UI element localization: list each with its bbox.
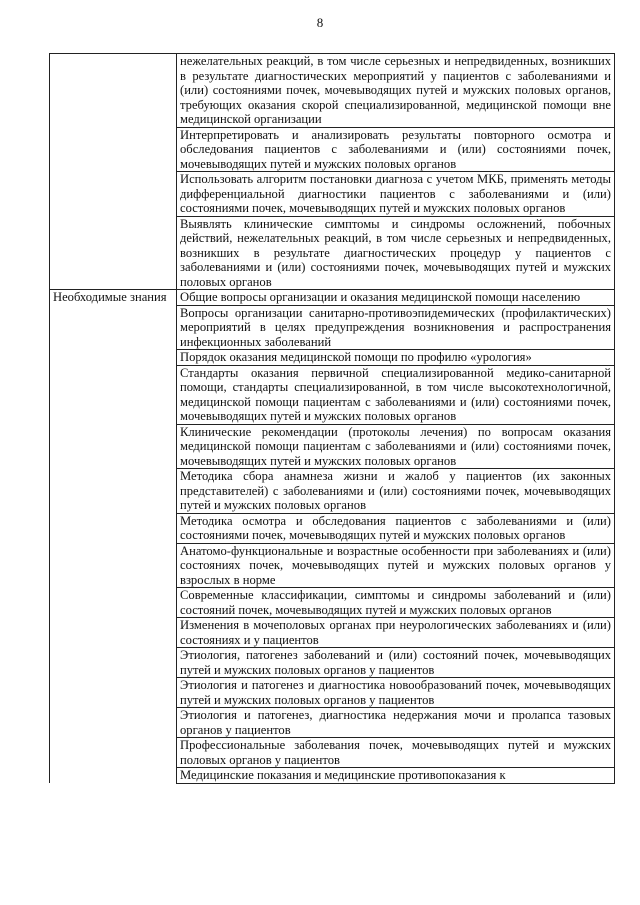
- content-cell: Изменения в мочеполовых органах при неурологических заболеваниях и (или) состояниях и у пациентов: [177, 618, 615, 648]
- table-row: [50, 365, 615, 424]
- table-row: [50, 127, 615, 172]
- content-cell: Использовать алгоритм постановки диагноза с учетом МКБ, применять методы дифференциальной диагностики пациентов с заболеваниями и (или) состояниями почек, мочевыводящих путей и мужских половых органов: [177, 172, 615, 217]
- table-row: [50, 350, 615, 366]
- label-cell-empty: [50, 678, 177, 708]
- table-row: [50, 708, 615, 738]
- content-cell: Современные классификации, симптомы и синдромы заболеваний и (или) состояний почек, мочевыводящих путей и мужских половых органов: [177, 588, 615, 618]
- label-cell-empty: [50, 588, 177, 618]
- label-cell-empty: [50, 738, 177, 768]
- table-row: [50, 678, 615, 708]
- table-row: [50, 618, 615, 648]
- requirements-table: [49, 53, 615, 784]
- label-cell-empty: [50, 305, 177, 350]
- table-row: [50, 648, 615, 678]
- content-cell: Методика осмотра и обследования пациентов с заболеваниями и (или) состояниями почек, мочевыводящих путей и мужских половых органов: [177, 513, 615, 543]
- table-row: [50, 513, 615, 543]
- content-cell: Медицинские показания и медицинские противопоказания к: [177, 768, 615, 784]
- content-cell: Интерпретировать и анализировать результаты повторного осмотра и обследования пациентов с заболеваниями и (или) состояниями почек, мочевыводящих путей и мужских половых органов: [177, 127, 615, 172]
- table-row: [50, 588, 615, 618]
- content-cell: нежелательных реакций, в том числе серьезных и непредвиденных, возникших в результате диагностических мероприятий у пациентов с заболеваниями и (или) состояниями почек, мочевыводящих путей и мужских половых органов, требующих оказания скорой специализированной, медицинской помощи вне медицинской организации: [177, 54, 615, 128]
- content-cell: Порядок оказания медицинской помощи по профилю «урология»: [177, 350, 615, 366]
- content-cell: Этиология и патогенез, диагностика недержания мочи и пролапса тазовых органов у пациентов: [177, 708, 615, 738]
- content-cell: Анатомо-функциональные и возрастные особенности при заболеваниях и (или) состояниях почек, мочевыводящих путей и мужских половых органов у взрослых в норме: [177, 543, 615, 588]
- table-row: [50, 216, 615, 290]
- label-required-knowledge: Необходимые знания: [50, 290, 177, 306]
- content-cell: Этиология и патогенез и диагностика новообразований почек, мочевыводящих путей и мужских половых органов у пациентов: [177, 678, 615, 708]
- table-row: [50, 469, 615, 514]
- label-cell-empty: [50, 172, 177, 217]
- content-cell: Выявлять клинические симптомы и синдромы осложнений, побочных действий, нежелательных реакций, в том числе серьезных и непредвиденных, возникших в результате диагностических процедур у пациентов с заболеваниями и (или) состояниями почек, мочевыводящих путей и мужских половых органов: [177, 216, 615, 290]
- table-row: [50, 738, 615, 768]
- content-cell: Клинические рекомендации (протоколы лечения) по вопросам оказания медицинской помощи пациентам с заболеваниями и (или) состояниями почек, мочевыводящих путей и мужских половых органов: [177, 424, 615, 469]
- label-cell-empty: [50, 543, 177, 588]
- label-cell-empty: [50, 365, 177, 424]
- table-row: [50, 172, 615, 217]
- table-row: [50, 290, 615, 306]
- table-row: [50, 305, 615, 350]
- table-row: [50, 54, 615, 128]
- table-row: [50, 424, 615, 469]
- label-cell-empty: [50, 469, 177, 514]
- page-number: 8: [316, 15, 324, 30]
- content-cell: Вопросы организации санитарно-противоэпидемических (профилактических) мероприятий в целях предупреждения возникновения и распространения инфекционных заболеваний: [177, 305, 615, 350]
- content-cell: Методика сбора анамнеза жизни и жалоб у пациентов (их законных представителей) с заболеваниями и (или) состояниями почек, мочевыводящих путей и мужских половых органов: [177, 469, 615, 514]
- label-cell-empty: [50, 513, 177, 543]
- content-cell: Профессиональные заболевания почек, мочевыводящих путей и мужских половых органов у пациентов: [177, 738, 615, 768]
- label-cell-empty: [50, 127, 177, 172]
- content-cell: Этиология, патогенез заболеваний и (или) состояний почек, мочевыводящих путей и мужских половых органов у пациентов: [177, 648, 615, 678]
- label-cell-empty: [50, 424, 177, 469]
- label-cell-empty: [50, 768, 177, 784]
- label-cell-empty: [50, 350, 177, 366]
- label-cell-empty: [50, 216, 177, 290]
- label-cell-empty: [50, 648, 177, 678]
- label-cell-empty: [50, 54, 177, 128]
- label-cell-empty: [50, 708, 177, 738]
- label-cell-empty: [50, 618, 177, 648]
- content-cell: Стандарты оказания первичной специализированной медико-санитарной помощи, стандарты специализированной, в том числе высокотехнологичной, медицинской помощи пациентам с заболеваниями и (или) состояниями почек, мочевыводящих путей и мужских половых органов: [177, 365, 615, 424]
- table-row: [50, 543, 615, 588]
- table-body: [50, 54, 615, 784]
- table-row: [50, 768, 615, 784]
- content-cell: Общие вопросы организации и оказания медицинской помощи населению: [177, 290, 615, 306]
